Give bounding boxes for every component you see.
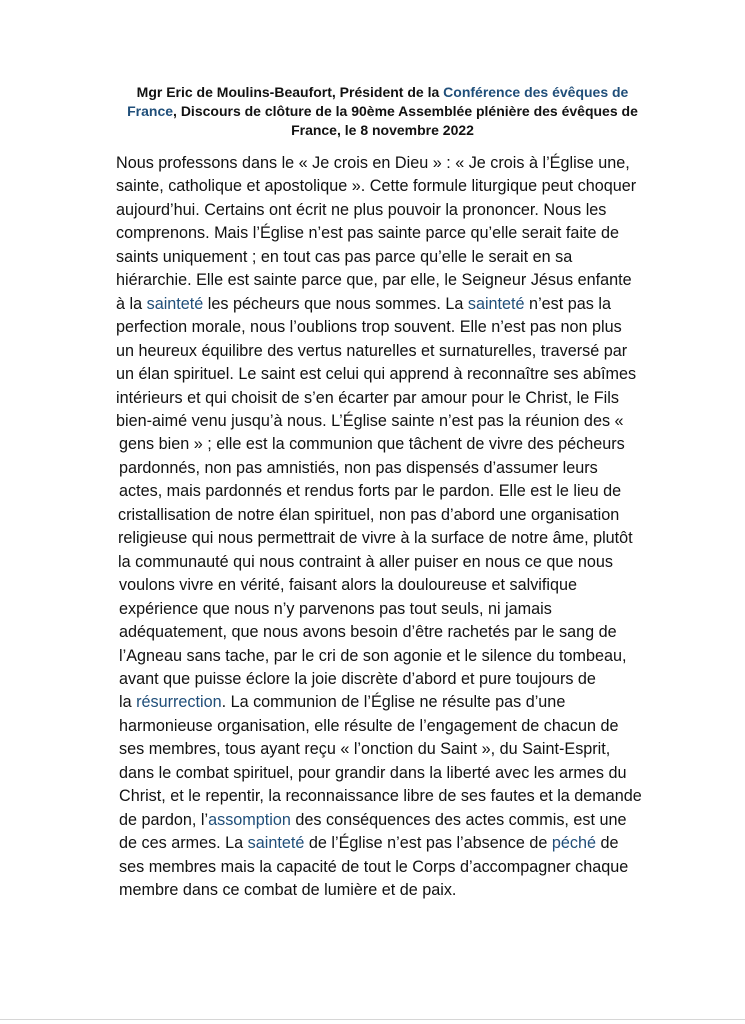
body-line: comprenons. Mais l’Église n’est pas sainte parce qu’elle serait faite de — [116, 224, 619, 243]
body-line: voulons vivre en vérité, faisant alors la douloureuse et salvifique — [119, 576, 578, 595]
body-line: actes, mais pardonnés et rendus forts par le pardon. Elle est le lieu de — [119, 482, 622, 501]
body-line: expérience que nous n’y parvenons pas tout seuls, ni jamais — [119, 599, 552, 618]
cef-link-part-2[interactable]: France — [127, 103, 174, 119]
body-line: Christ, et le repentir, la reconnaissance libre de ses fautes et la demande — [119, 787, 642, 806]
document-header — [90, 83, 675, 140]
text-run: de ces armes. La — [119, 834, 248, 853]
body-line: religieuse qui nous permettrait de vivre à la surface de notre âme, plutôt — [118, 529, 633, 548]
body-line — [116, 832, 656, 855]
body-line: aujourd’hui. Certains ont écrit ne plus pouvoir la prononcer. Nous les — [116, 200, 607, 219]
body-line: harmonieuse organisation, elle résulte de l’engagement de chacun de — [119, 716, 619, 735]
body-line: intérieurs et qui choisit de s’en écarter par amour pour le Christ, le Fils — [116, 388, 619, 407]
body-line — [116, 691, 656, 714]
header-line-3: France, le 8 novembre 2022 — [291, 122, 474, 138]
text-run: les pécheurs que nous sommes. La — [203, 294, 468, 313]
header-line-2 — [90, 102, 675, 121]
text-run: . La communion de l’Église ne résulte pas d’une — [221, 693, 566, 712]
text-run: de pardon, l’ — [119, 810, 209, 829]
text-run: n’est pas la — [524, 294, 611, 313]
body-line: ses membres, tous ayant reçu « l’onction du Saint », du Saint-Esprit, — [119, 740, 611, 759]
body-line: Nous professons dans le « Je crois en Dieu » : « Je crois à l’Église une, — [116, 154, 630, 172]
body-line: ses membres mais la capacité de tout le Corps d’accompagner chaque — [119, 857, 629, 876]
body-line: bien-aimé venu jusqu’à nous. L’Église sainte n’est pas la réunion des « — [116, 411, 624, 430]
body-line: un élan spirituel. Le saint est celui qui apprend à reconnaître ses abîmes — [116, 365, 637, 384]
body-line: gens bien » ; elle est la communion que tâchent de vivre des pécheurs — [119, 435, 625, 454]
header-author-title: Mgr Eric de Moulins-Beaufort, Président de la — [136, 84, 444, 100]
body-line: la communauté qui nous contraint à aller puiser en nous ce que nous — [118, 552, 613, 571]
body-line: dans le combat spirituel, pour grandir dans la liberté avec les armes du — [119, 763, 627, 782]
scan-edge-line — [0, 1019, 745, 1020]
text-run: de — [595, 834, 619, 853]
body-line: saints uniquement ; en tout cas pas parce qu’elle le serait en sa — [116, 247, 573, 266]
cef-link-part-1[interactable]: Conférence des évêques de — [443, 84, 629, 100]
body-line: membre dans ce combat de lumière et de paix. — [119, 881, 457, 900]
text-run: à la — [116, 294, 147, 313]
peche-link[interactable]: péché — [551, 834, 596, 853]
text-run: de l’Église n’est pas l’absence de — [304, 834, 552, 853]
text-run: la — [119, 693, 137, 712]
speech-paragraph — [116, 152, 656, 903]
body-line: adéquatement, que nous avons besoin d’être rachetés par le sang de — [119, 623, 617, 642]
assomption-link[interactable]: assomption — [208, 810, 291, 829]
saintete-link[interactable]: sainteté — [467, 294, 525, 313]
body-line: l’Agneau sans tache, par le cri de son agonie et le silence du tombeau, — [119, 646, 627, 665]
body-line — [116, 809, 656, 832]
text-run: des conséquences des actes commis, est une — [290, 810, 627, 829]
body-line: hiérarchie. Elle est sainte parce que, par elle, le Seigneur Jésus enfante — [116, 271, 632, 290]
saintete-link[interactable]: sainteté — [146, 294, 204, 313]
header-line-1 — [90, 83, 675, 102]
body-line: sainte, catholique et apostolique ». Cette formule liturgique peut choquer — [116, 177, 637, 196]
header-event: , Discours de clôture de la 90ème Assemblée plénière des évêques de — [173, 103, 638, 119]
saintete-link[interactable]: sainteté — [247, 834, 305, 853]
body-line: perfection morale, nous l’oublions trop souvent. Elle n’est pas non plus — [116, 318, 622, 337]
body-line: cristallisation de notre élan spirituel, non pas d’abord une organisation — [118, 505, 620, 524]
body-line: un heureux équilibre des vertus naturelles et surnaturelles, traversé par — [116, 341, 628, 360]
body-line: avant que puisse éclore la joie discrète d’abord et pure toujours de — [119, 669, 596, 688]
body-line: pardonnés, non pas amnistiés, non pas dispensés d’assumer leurs — [119, 458, 598, 477]
body-line — [116, 293, 656, 316]
resurrection-link[interactable]: résurrection — [136, 693, 222, 712]
